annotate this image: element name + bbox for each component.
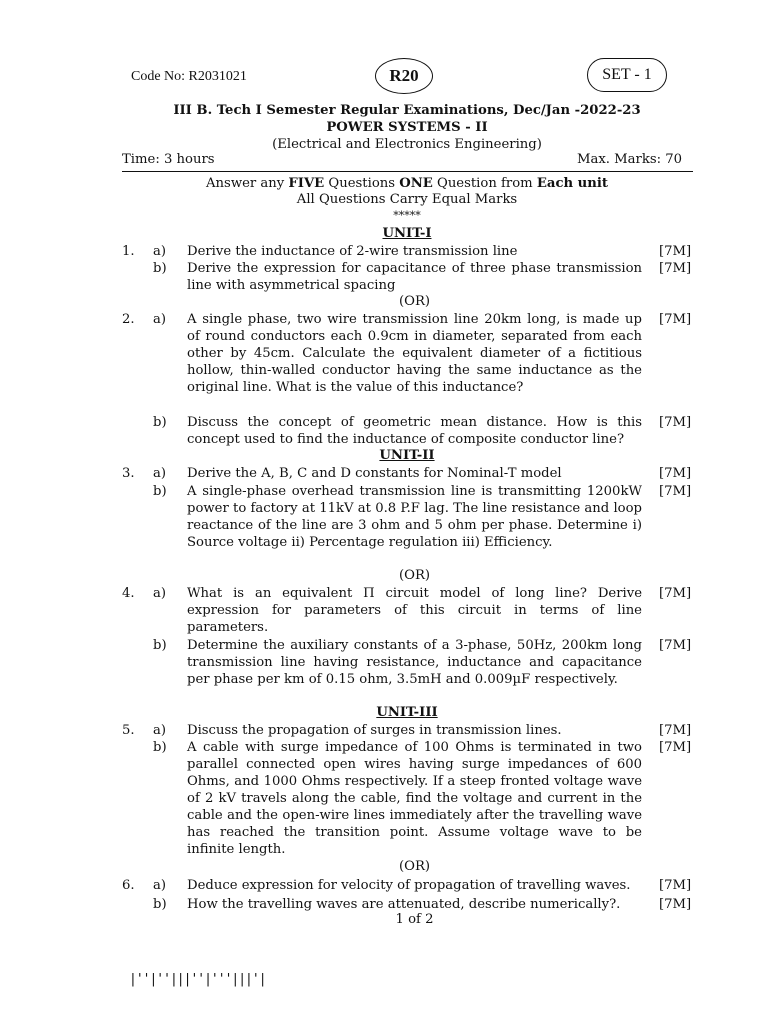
unit-3-heading: UNIT-III: [376, 705, 438, 720]
code-number: Code No: R2031021: [131, 69, 247, 84]
exam-paper-page: Code No: R2031021 R20 SET - 1 III B. Tech I Semester Regular Examinations, Dec/Jan -2022-23 POWER SYSTEMS - II (Electrical and Electronics Engineering) Time: 3 hours Max. Marks: 70 Answer any FIVE Questions ONE Question from Each unit All Questions Carry Equal Marks ***** UNIT-I 1. a) Derive the inductance of 2-wire transmission line [7M] b) Derive the expression for capacitance of three phase transmission line with asymmetrical spacing [7M] (OR) 2. a) A single phase, two wire transmission line 20km long, is made up of round conductors each 0.9cm in diameter, separated from each other by 45cm. Calculate the equivalent diameter of a fictitious hollow, thin-walled conductor having the same inductance as the original line. What is the value of this inductance? [7M] b) Discuss the concept of geometric mean distance. How is this concept used to find the inductance of composite conductor line? [7M] UNIT-II 3. a) Derive the A, B, C and D constants for Nominal-T model [7M] b) A single-phase overhead transmission line is transmitting 1200kW power to factory at 11kV at 0.8 P.F lag. The line resistance and loop reactance of the line are 3 ohm and 5 ohm per phase. Determine i) Source voltage ii) Percentage regulation iii) Efficiency. [7M] (OR) 4. a) What is an equivalent Π circuit model of long line? Derive expression for parameters of this circuit in terms of line parameters. [7M] b) Determine the auxiliary constants of a 3-phase, 50Hz, 200km long transmission line having resistance, inductance and capacitance per phase per km of 0.15 ohm, 3.5mH and 0.009µF respectively. [7M] UNIT-III 5. a) Discuss the propagation of surges in transmission lines. [7M] b) A cable with surge impedance of 100 Ohms is terminated in two parallel connected open wires having surge impedances of 600 Ohms, and 1000 Ohms respectively. If a steep fronted voltage wave of 2 kV travels along the cable, find the voltage and current in the cable and the open-wire lines immediately after the travelling wave has reached the transition point. Assume voltage wave to be infinite length. [7M] (OR) 6. a) Deduce expression for velocity of propagation of travelling waves. [7M] b) How the travelling waves are attenuated, describe numerically?. [7M] 1 of 2 |''|''|||''|'''|||'|: [0, 0, 768, 1024]
regulation-badge: R20: [375, 58, 433, 94]
time-marks-row: [122, 152, 682, 167]
unit-2-heading: UNIT-II: [379, 448, 435, 463]
page-number: 1 of 2: [395, 912, 434, 927]
set-badge: SET - 1: [587, 58, 667, 92]
barcode: |''|''|||''|'''|||'|: [129, 972, 266, 987]
instructions-line-2: All Questions Carry Equal Marks: [296, 192, 518, 207]
branch-name: (Electrical and Electronics Engineering): [272, 137, 542, 152]
or-separator: (OR): [398, 568, 431, 583]
max-marks: Max. Marks: 70: [576, 152, 682, 167]
or-separator: (OR): [398, 859, 431, 874]
exam-title: III B. Tech I Semester Regular Examinations, Dec/Jan -2022-23: [173, 103, 641, 118]
time-allowed: Time: 3 hours: [122, 152, 215, 167]
subject-title: POWER SYSTEMS - II: [326, 120, 488, 135]
stars-separator: *****: [393, 209, 421, 222]
unit-1-heading: UNIT-I: [382, 226, 432, 241]
or-separator: (OR): [398, 294, 431, 309]
instructions-line-1: Answer any FIVE Questions ONE Question from Each unit: [206, 176, 608, 191]
header-divider: [122, 171, 693, 172]
